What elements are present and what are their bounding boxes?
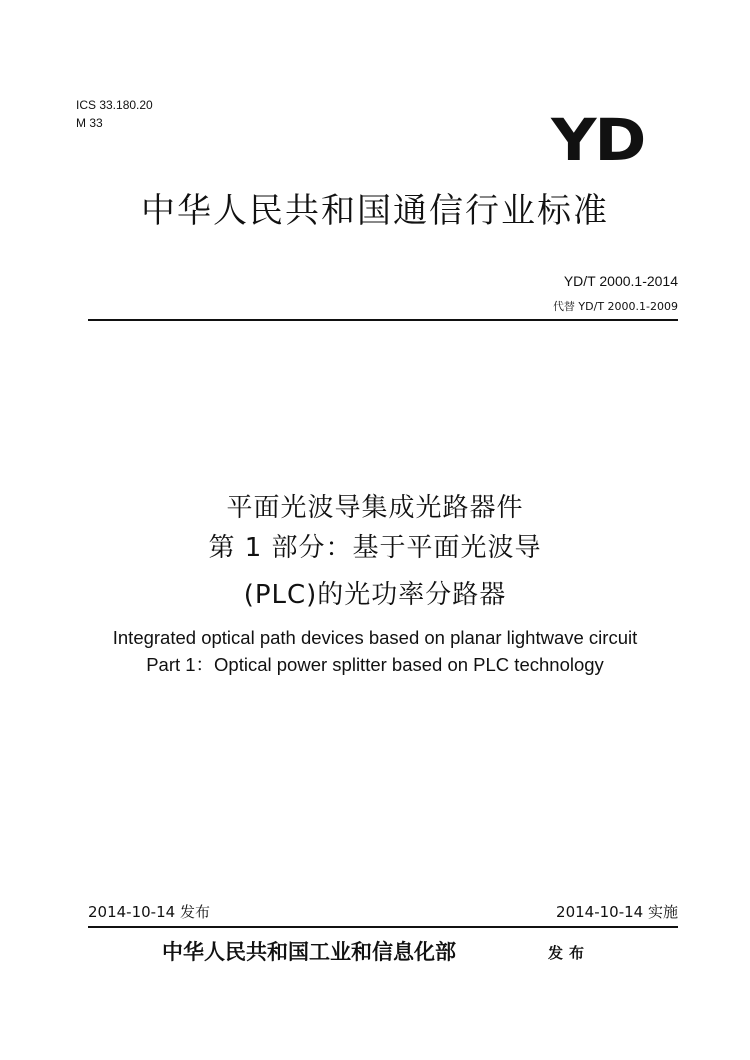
replaces-note: 代替 YD/T 2000.1-2009 [552,300,678,313]
implement-date: 2014-10-14 实施 [556,903,678,921]
header-divider [88,319,678,321]
yd-logo: YD [551,106,645,174]
title-cn-line1: 平面光波导集成光路器件 [226,493,524,523]
title-cn-line3: (PLC)的光功率分路器 [243,580,507,610]
publish-date: 2014-10-14 发布 [88,903,210,921]
issuing-authority: 中华人民共和国工业和信息化部 [162,939,456,964]
title-en-line1: Integrated optical path devices based on planar lightwave circuit [112,627,638,648]
title-cn-line2: 第 1 部分：基于平面光波导 [208,533,542,563]
ccs-code: M 33 [76,116,103,130]
footer-divider [88,926,678,928]
issue-verb: 发布 [548,944,591,962]
ics-code: ICS 33.180.20 [76,98,153,112]
standard-number: YD/T 2000.1-2014 [563,273,678,289]
title-en-line2: Part 1：Optical power splitter based on PLC technology [146,654,604,675]
standard-category-title: 中华人民共和国通信行业标准 [141,191,609,231]
